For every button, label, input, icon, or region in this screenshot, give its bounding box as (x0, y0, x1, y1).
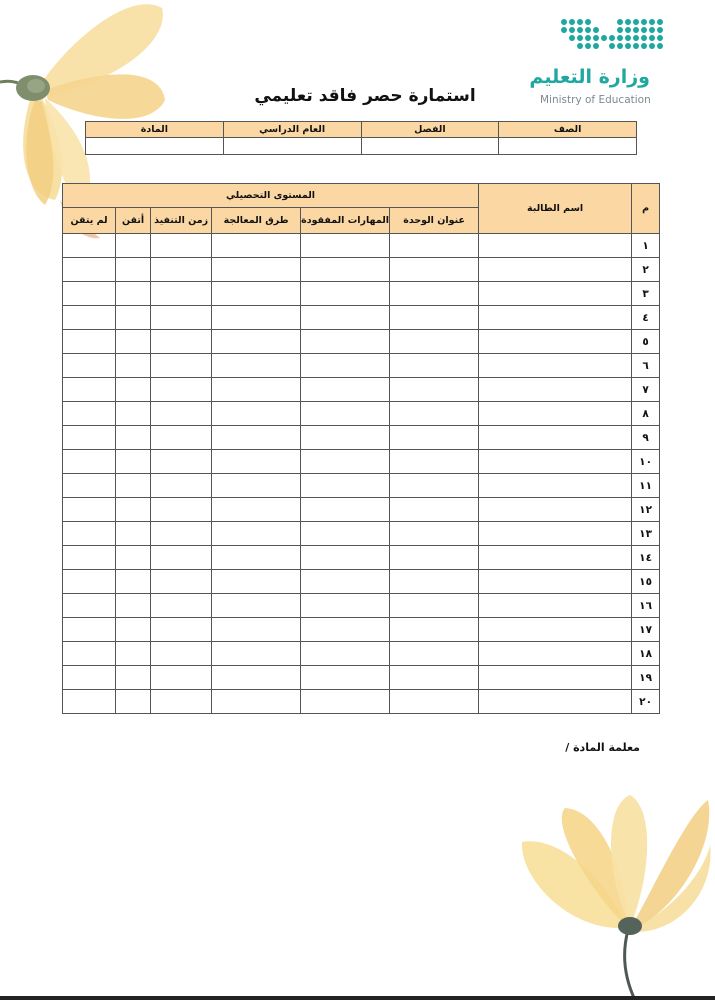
missing-skills-cell[interactable] (301, 570, 390, 594)
remediation-cell[interactable] (212, 474, 301, 498)
row-number: ١٨ (632, 642, 660, 666)
missing-skills-cell[interactable] (301, 474, 390, 498)
implementation-time-cell[interactable] (151, 234, 212, 258)
remediation-cell[interactable] (212, 666, 301, 690)
mastered-cell[interactable] (116, 234, 151, 258)
main-table (62, 183, 660, 714)
unit-title-cell[interactable] (390, 282, 479, 306)
missing-skills-cell[interactable] (301, 522, 390, 546)
remediation-cell[interactable] (212, 570, 301, 594)
student-name-cell[interactable] (479, 522, 632, 546)
unit-title-cell[interactable] (390, 426, 479, 450)
not-mastered-cell[interactable] (63, 258, 116, 282)
row-number: ١٥ (632, 570, 660, 594)
missing-skills-cell[interactable] (301, 426, 390, 450)
not-mastered-cell[interactable] (63, 642, 116, 666)
not-mastered-cell[interactable] (63, 522, 116, 546)
mastered-cell[interactable] (116, 258, 151, 282)
logo-dots-icon (558, 16, 666, 52)
teacher-signature-label: معلمة المادة / (565, 741, 640, 754)
remediation-cell[interactable] (212, 354, 301, 378)
implementation-time-cell[interactable] (151, 618, 212, 642)
row-number: ١٢ (632, 498, 660, 522)
student-name-cell[interactable] (479, 354, 632, 378)
table-row (63, 234, 660, 258)
flower-decoration-bottom-icon (510, 790, 715, 1000)
table-row (63, 426, 660, 450)
mastered-cell[interactable] (116, 330, 151, 354)
table-row (63, 570, 660, 594)
student-name-cell[interactable] (479, 450, 632, 474)
not-mastered-cell[interactable] (63, 402, 116, 426)
implementation-time-cell[interactable] (151, 642, 212, 666)
info-header-subject: المادة (86, 122, 224, 138)
mastered-cell[interactable] (116, 498, 151, 522)
table-row (63, 402, 660, 426)
header-missing-skills: المهارات المفقودة (301, 208, 390, 234)
remediation-cell[interactable] (212, 642, 301, 666)
unit-title-cell[interactable] (390, 666, 479, 690)
row-number: ٣ (632, 282, 660, 306)
mastered-cell[interactable] (116, 282, 151, 306)
not-mastered-cell[interactable] (63, 474, 116, 498)
student-name-cell[interactable] (479, 282, 632, 306)
not-mastered-cell[interactable] (63, 570, 116, 594)
student-name-cell[interactable] (479, 690, 632, 714)
table-row (63, 618, 660, 642)
row-number: ٢ (632, 258, 660, 282)
unit-title-cell[interactable] (390, 306, 479, 330)
table-row (63, 306, 660, 330)
implementation-time-cell[interactable] (151, 570, 212, 594)
missing-skills-cell[interactable] (301, 594, 390, 618)
missing-skills-cell[interactable] (301, 618, 390, 642)
mastered-cell[interactable] (116, 570, 151, 594)
implementation-time-cell[interactable] (151, 690, 212, 714)
not-mastered-cell[interactable] (63, 330, 116, 354)
row-number: ١٧ (632, 618, 660, 642)
student-name-cell[interactable] (479, 642, 632, 666)
table-row (63, 642, 660, 666)
implementation-time-cell[interactable] (151, 330, 212, 354)
row-number: ١٠ (632, 450, 660, 474)
table-row (63, 450, 660, 474)
remediation-cell[interactable] (212, 330, 301, 354)
implementation-time-cell[interactable] (151, 426, 212, 450)
table-row (63, 330, 660, 354)
unit-title-cell[interactable] (390, 618, 479, 642)
remediation-cell[interactable] (212, 402, 301, 426)
unit-title-cell[interactable] (390, 642, 479, 666)
mastered-cell[interactable] (116, 378, 151, 402)
logo-english-text: Ministry of Education (540, 94, 651, 106)
mastered-cell[interactable] (116, 354, 151, 378)
not-mastered-cell[interactable] (63, 378, 116, 402)
implementation-time-cell[interactable] (151, 450, 212, 474)
header-unit-title: عنوان الوحدة (390, 208, 479, 234)
remediation-cell[interactable] (212, 594, 301, 618)
missing-skills-cell[interactable] (301, 498, 390, 522)
table-row (63, 282, 660, 306)
student-name-cell[interactable] (479, 498, 632, 522)
remediation-cell[interactable] (212, 690, 301, 714)
remediation-cell[interactable] (212, 426, 301, 450)
info-header-year: العام الدراسي (223, 122, 361, 138)
not-mastered-cell[interactable] (63, 594, 116, 618)
missing-skills-cell[interactable] (301, 642, 390, 666)
table-row (63, 258, 660, 282)
row-number: ١٤ (632, 546, 660, 570)
missing-skills-cell[interactable] (301, 690, 390, 714)
mastered-cell[interactable] (116, 306, 151, 330)
missing-skills-cell[interactable] (301, 378, 390, 402)
header-student-name: اسم الطالبة (479, 184, 632, 234)
table-row (63, 474, 660, 498)
info-cell-grade[interactable] (499, 138, 637, 155)
implementation-time-cell[interactable] (151, 594, 212, 618)
not-mastered-cell[interactable] (63, 234, 116, 258)
unit-title-cell[interactable] (390, 690, 479, 714)
mastered-cell[interactable] (116, 402, 151, 426)
ministry-logo (529, 14, 672, 106)
not-mastered-cell[interactable] (63, 354, 116, 378)
implementation-time-cell[interactable] (151, 306, 212, 330)
info-header-class: الفصل (361, 122, 499, 138)
row-number: ٦ (632, 354, 660, 378)
missing-skills-cell[interactable] (301, 282, 390, 306)
remediation-cell[interactable] (212, 450, 301, 474)
row-number: ١ (632, 234, 660, 258)
remediation-cell[interactable] (212, 522, 301, 546)
implementation-time-cell[interactable] (151, 282, 212, 306)
implementation-time-cell[interactable] (151, 498, 212, 522)
header-remediation-methods: طرق المعالجة (212, 208, 301, 234)
bottom-border (0, 996, 715, 1000)
row-number: ١٩ (632, 666, 660, 690)
table-row (63, 666, 660, 690)
row-number: ٢٠ (632, 690, 660, 714)
unit-title-cell[interactable] (390, 522, 479, 546)
missing-skills-cell[interactable] (301, 666, 390, 690)
implementation-time-cell[interactable] (151, 378, 212, 402)
info-cell-year[interactable] (223, 138, 361, 155)
missing-skills-cell[interactable] (301, 546, 390, 570)
missing-skills-cell[interactable] (301, 330, 390, 354)
remediation-cell[interactable] (212, 258, 301, 282)
unit-title-cell[interactable] (390, 546, 479, 570)
unit-title-cell[interactable] (390, 330, 479, 354)
student-name-cell[interactable] (479, 330, 632, 354)
row-number: ٨ (632, 402, 660, 426)
student-name-cell[interactable] (479, 618, 632, 642)
page-title: استمارة حصر فاقد تعليمي (254, 86, 476, 106)
student-name-cell[interactable] (479, 402, 632, 426)
mastered-cell[interactable] (116, 618, 151, 642)
info-header-grade: الصف (499, 122, 637, 138)
header-achievement-level: المستوى التحصيلي (63, 184, 479, 208)
unit-title-cell[interactable] (390, 570, 479, 594)
unit-title-cell[interactable] (390, 402, 479, 426)
unit-title-cell[interactable] (390, 354, 479, 378)
info-cell-class[interactable] (361, 138, 499, 155)
mastered-cell[interactable] (116, 594, 151, 618)
remediation-cell[interactable] (212, 618, 301, 642)
not-mastered-cell[interactable] (63, 546, 116, 570)
student-name-cell[interactable] (479, 666, 632, 690)
row-number: ١٣ (632, 522, 660, 546)
not-mastered-cell[interactable] (63, 690, 116, 714)
not-mastered-cell[interactable] (63, 618, 116, 642)
student-name-cell[interactable] (479, 234, 632, 258)
header-not-mastered: لم يتقن (63, 208, 116, 234)
student-name-cell[interactable] (479, 474, 632, 498)
remediation-cell[interactable] (212, 306, 301, 330)
implementation-time-cell[interactable] (151, 546, 212, 570)
unit-title-cell[interactable] (390, 594, 479, 618)
row-number: ٩ (632, 426, 660, 450)
mastered-cell[interactable] (116, 546, 151, 570)
missing-skills-cell[interactable] (301, 450, 390, 474)
mastered-cell[interactable] (116, 450, 151, 474)
row-number: ٥ (632, 330, 660, 354)
student-name-cell[interactable] (479, 594, 632, 618)
unit-title-cell[interactable] (390, 378, 479, 402)
unit-title-cell[interactable] (390, 258, 479, 282)
table-row (63, 354, 660, 378)
mastered-cell[interactable] (116, 474, 151, 498)
missing-skills-cell[interactable] (301, 234, 390, 258)
unit-title-cell[interactable] (390, 474, 479, 498)
student-name-cell[interactable] (479, 546, 632, 570)
implementation-time-cell[interactable] (151, 522, 212, 546)
row-number: ١١ (632, 474, 660, 498)
not-mastered-cell[interactable] (63, 450, 116, 474)
missing-skills-cell[interactable] (301, 306, 390, 330)
remediation-cell[interactable] (212, 378, 301, 402)
row-number: ٤ (632, 306, 660, 330)
header-number: م (632, 184, 660, 234)
logo-arabic-text: وزارة التعليم (529, 66, 650, 88)
mastered-cell[interactable] (116, 642, 151, 666)
header-implementation-time: زمن التنفيذ (151, 208, 212, 234)
unit-title-cell[interactable] (390, 450, 479, 474)
mastered-cell[interactable] (116, 426, 151, 450)
implementation-time-cell[interactable] (151, 666, 212, 690)
table-row (63, 522, 660, 546)
student-name-cell[interactable] (479, 426, 632, 450)
remediation-cell[interactable] (212, 282, 301, 306)
missing-skills-cell[interactable] (301, 258, 390, 282)
implementation-time-cell[interactable] (151, 402, 212, 426)
remediation-cell[interactable] (212, 234, 301, 258)
implementation-time-cell[interactable] (151, 258, 212, 282)
mastered-cell[interactable] (116, 666, 151, 690)
unit-title-cell[interactable] (390, 234, 479, 258)
not-mastered-cell[interactable] (63, 666, 116, 690)
unit-title-cell[interactable] (390, 498, 479, 522)
missing-skills-cell[interactable] (301, 354, 390, 378)
not-mastered-cell[interactable] (63, 426, 116, 450)
student-name-cell[interactable] (479, 306, 632, 330)
mastered-cell[interactable] (116, 522, 151, 546)
student-name-cell[interactable] (479, 258, 632, 282)
row-number: ٧ (632, 378, 660, 402)
mastered-cell[interactable] (116, 690, 151, 714)
remediation-cell[interactable] (212, 498, 301, 522)
table-row (63, 498, 660, 522)
table-row (63, 378, 660, 402)
row-number: ١٦ (632, 594, 660, 618)
table-row (63, 594, 660, 618)
header-mastered: أتقن (116, 208, 151, 234)
table-row (63, 546, 660, 570)
implementation-time-cell[interactable] (151, 474, 212, 498)
student-name-cell[interactable] (479, 570, 632, 594)
not-mastered-cell[interactable] (63, 498, 116, 522)
implementation-time-cell[interactable] (151, 354, 212, 378)
student-name-cell[interactable] (479, 378, 632, 402)
table-row (63, 690, 660, 714)
remediation-cell[interactable] (212, 546, 301, 570)
info-cell-subject[interactable] (86, 138, 224, 155)
missing-skills-cell[interactable] (301, 402, 390, 426)
not-mastered-cell[interactable] (63, 282, 116, 306)
info-table (85, 121, 637, 155)
not-mastered-cell[interactable] (63, 306, 116, 330)
